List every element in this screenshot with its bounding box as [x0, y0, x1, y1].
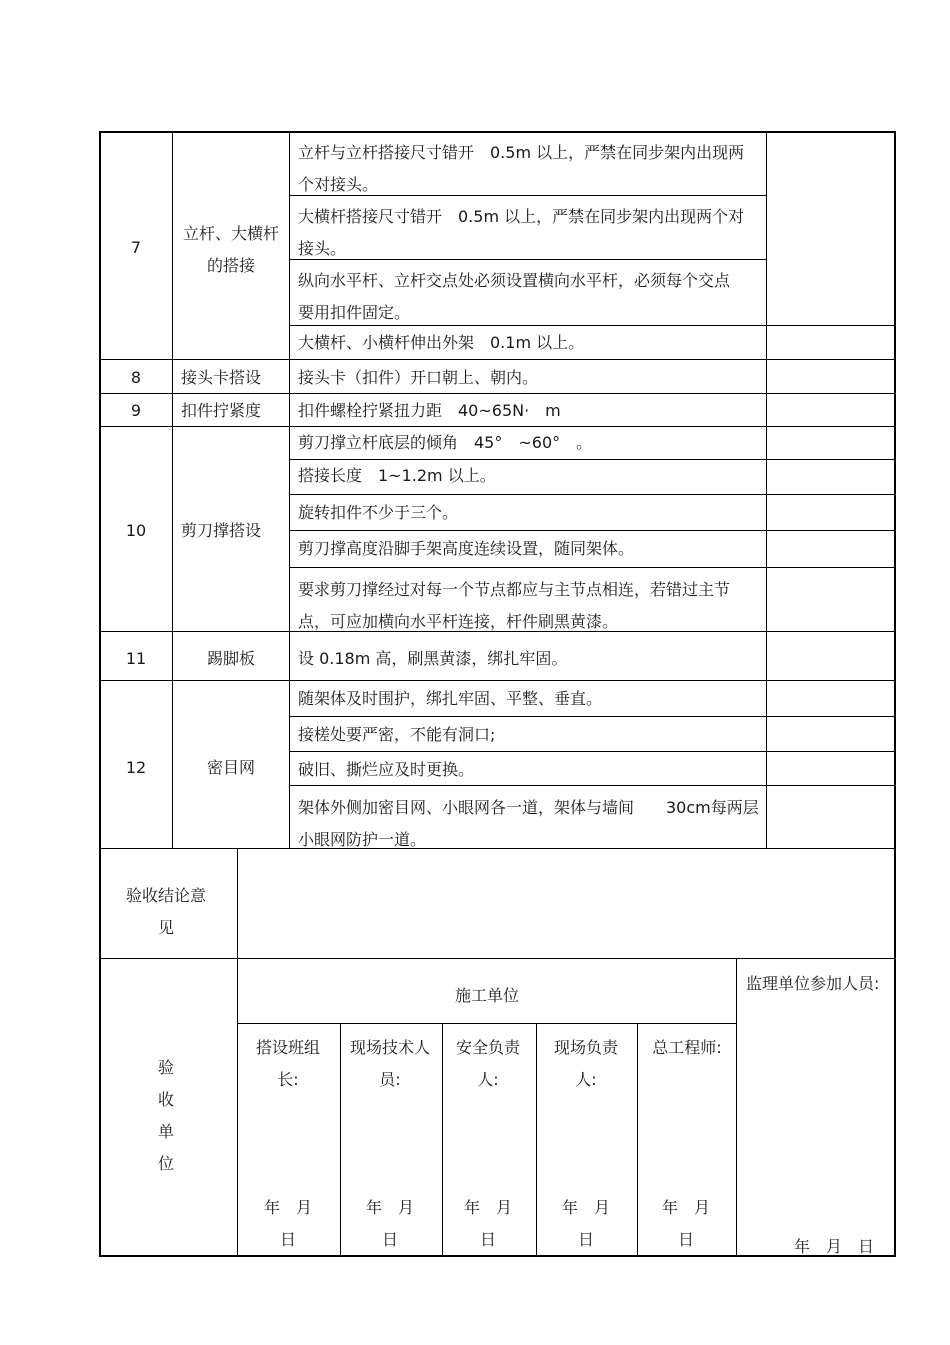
requirement-cell: 破旧、撕烂应及时更换。 — [298, 760, 475, 779]
requirement-cell: 剪刀撑高度沿脚手架高度连续设置，随同架体。 — [298, 539, 635, 558]
construction-unit-heading: 施工单位 — [454, 986, 519, 1005]
requirement-cell: 要求剪刀撑经过对每一个节点都应与主节点相连，若错过主节点，可应加横向水平杆连接，杆件刷黑黄漆。 — [298, 580, 731, 631]
requirement-cell: 接槎处要严密，不能有洞口; — [298, 725, 496, 744]
row-item: 踢脚板 — [206, 649, 255, 668]
row-item: 立杆、大横杆的搭接 — [182, 224, 279, 275]
row-number: 7 — [130, 238, 142, 257]
requirement-cell: 大横杆搭接尺寸错开 0.5m 以上，严禁在同步架内出现两个对接头。 — [298, 207, 745, 258]
date-field[interactable]: 年 月 日 — [365, 1198, 431, 1249]
requirement-cell: 设 0.18m 高，刷黑黄漆，绑扎牢固。 — [298, 649, 568, 668]
role-site-manager: 现场负责人: — [553, 1038, 618, 1089]
requirement-cell: 旋转扣件不少于三个。 — [298, 503, 459, 522]
date-field[interactable]: 年 月 日 — [561, 1198, 627, 1249]
requirement-cell: 剪刀撑立杆底层的倾角 45° ~60° 。 — [298, 433, 593, 452]
requirement-cell: 立杆与立杆搭接尺寸错开 0.5m 以上，严禁在同步架内出现两个对接头。 — [298, 143, 745, 194]
row-number: 10 — [125, 521, 147, 540]
supervision-personnel: 监理单位参加人员: — [746, 974, 880, 993]
supervision-date-field[interactable]: 年 月 日 — [794, 1237, 875, 1256]
requirement-cell: 大横杆、小横杆伸出外架 0.1m 以上。 — [298, 333, 585, 352]
requirement-cell: 架体外侧加密目网、小眼网各一道，架体与墙间 30cm每两层小眼网防护一道。 — [298, 798, 759, 849]
conclusion-label: 验收结论意见 — [125, 886, 206, 937]
role-safety-officer: 安全负责人: — [455, 1038, 520, 1089]
date-field[interactable]: 年 月 日 — [661, 1198, 727, 1249]
date-field[interactable]: 年 月 日 — [263, 1198, 329, 1249]
row-item: 接头卡搭设 — [181, 368, 262, 387]
row-number: 9 — [130, 401, 142, 420]
requirement-cell: 随架体及时围护，绑扎牢固、平整、垂直。 — [298, 689, 603, 708]
role-team-leader: 搭设班组长: — [255, 1038, 320, 1089]
row-number: 8 — [130, 368, 142, 387]
date-field[interactable]: 年 月 日 — [463, 1198, 529, 1249]
requirement-cell: 搭接长度 1~1.2m 以上。 — [298, 466, 496, 485]
acceptance-unit-label: 验收单位 — [157, 1058, 174, 1173]
requirement-cell: 纵向水平杆、立杆交点处必须设置横向水平杆，必须每个交点要用扣件固定。 — [298, 271, 731, 322]
requirement-cell: 接头卡（扣件）开口朝上、朝内。 — [298, 368, 539, 387]
row-item: 密目网 — [206, 758, 255, 777]
row-item: 扣件拧紧度 — [181, 401, 262, 420]
row-number: 12 — [125, 758, 147, 777]
requirement-cell: 扣件螺栓拧紧扭力距 40~65N· m — [298, 401, 561, 420]
role-site-technician: 现场技术人员: — [349, 1038, 430, 1089]
role-chief-engineer: 总工程师: — [652, 1038, 722, 1057]
row-number: 11 — [125, 649, 147, 668]
row-item: 剪刀撑搭设 — [181, 521, 262, 540]
